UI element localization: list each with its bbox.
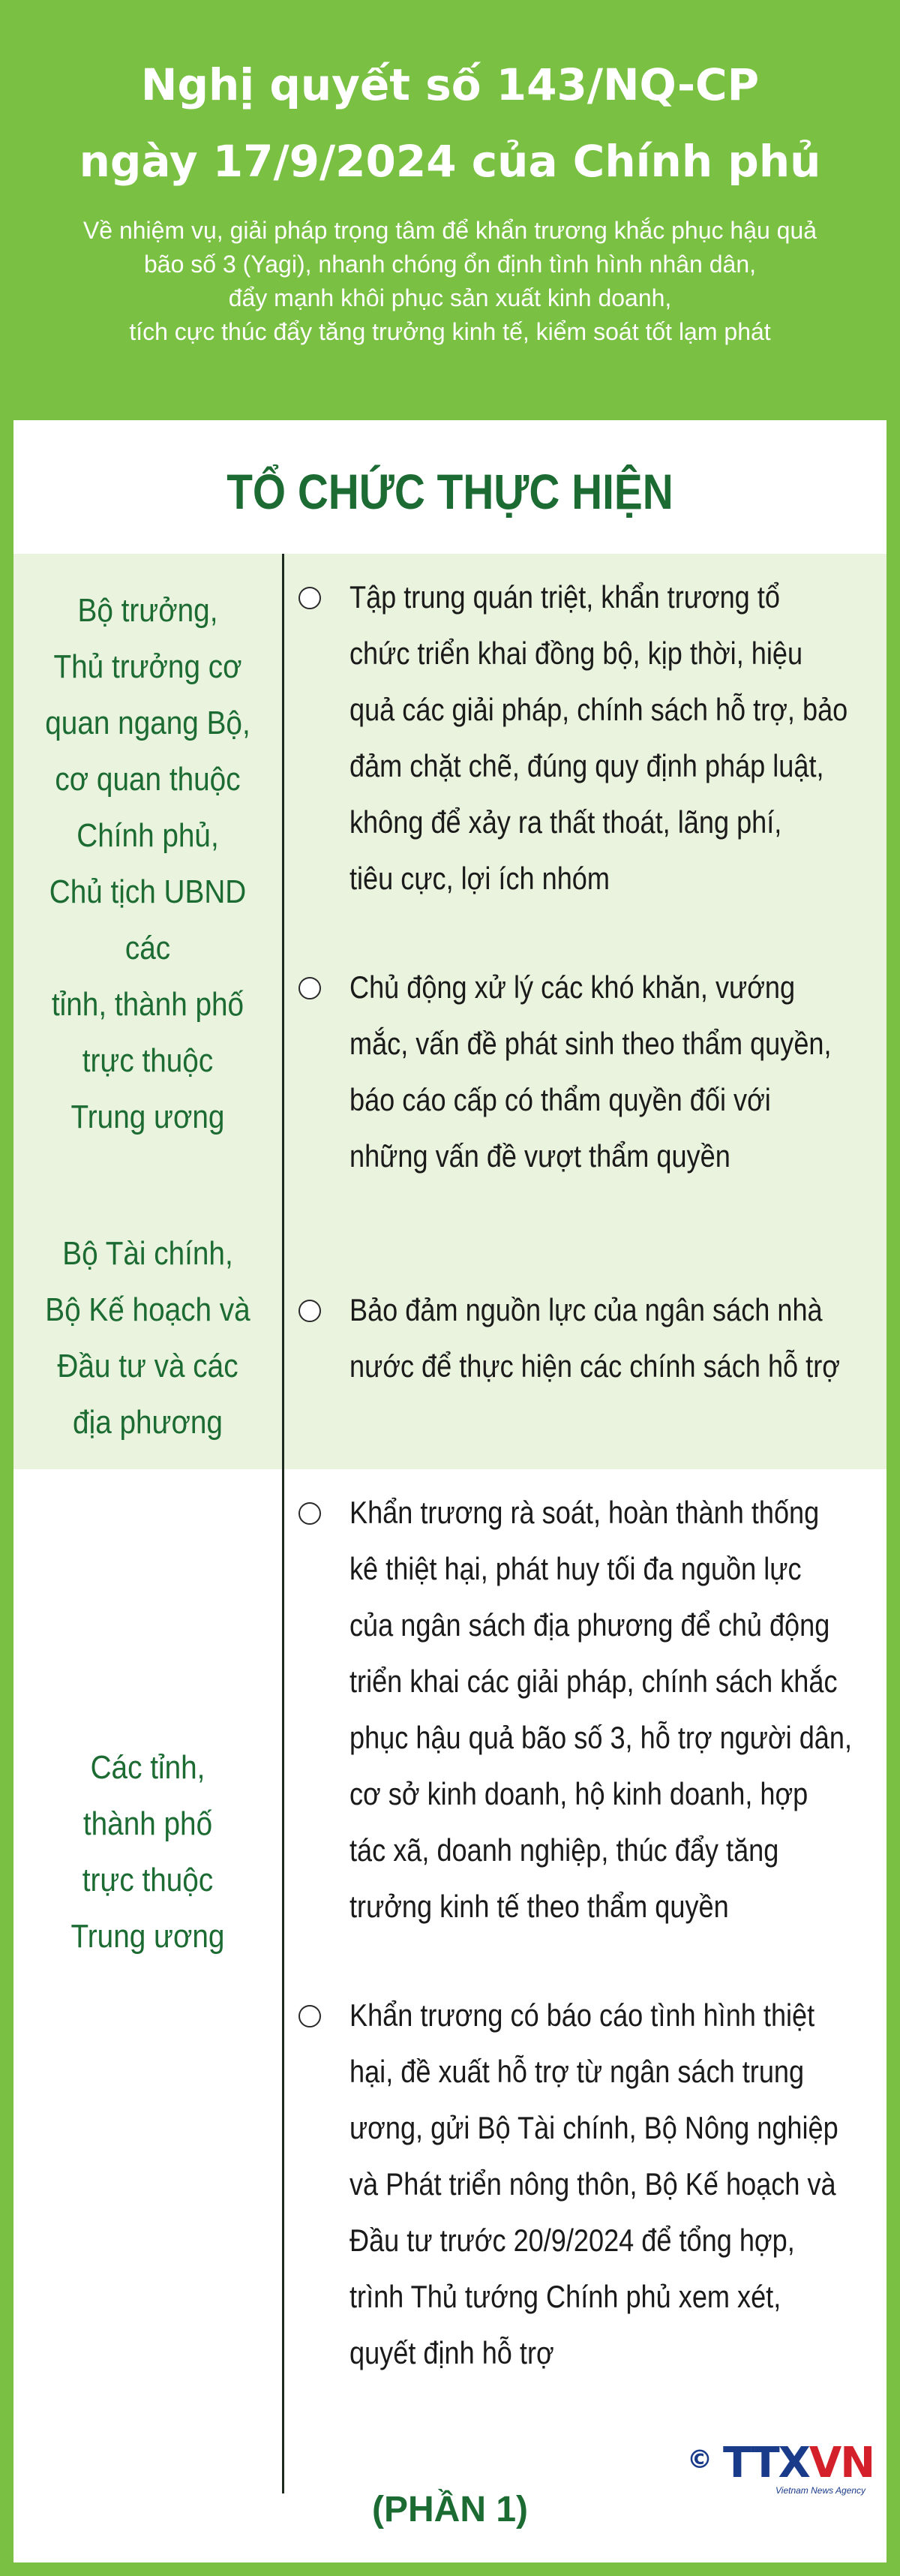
bullet-circle-icon	[298, 977, 321, 999]
content-card	[14, 420, 886, 2562]
bullet-text: Khẩn trương có báo cáo tình hình thiệt hại, đề xuất hỗ trợ từ ngân sách trung ương, gửi Bộ Tài chính, Bộ Nông nghiệp và Phát triển nông thôn, Bộ Kế hoạch và Đầu tư trước 20/9/2024 để tổng hợp, trình Thủ tướng Chính phủ xem xét, quyết định hỗ trợ	[350, 1997, 838, 2370]
title-line-1: Nghị quyết số 143/NQ-CP	[140, 59, 760, 110]
subtitle-line-2: bão số 3 (Yagi), nhanh chóng ổn định tình hình nhân dân,	[143, 251, 757, 278]
section-title: TỔ CHỨC THỰC HIỆN	[226, 464, 674, 519]
subtitle-line-1: Về nhiệm vụ, giải pháp trọng tâm để khẩn trương khắc phục hậu quả	[82, 217, 818, 244]
subtitle-line-4: tích cực thúc đẩy tăng trưởng kinh tế, kiểm soát tốt lạm phát	[129, 318, 771, 345]
header	[0, 0, 900, 420]
bullet-text: Khẩn trương rà soát, hoàn thành thống kê thiệt hại, phát huy tối đa nguồn lực của ngân sách địa phương để chủ động triển khai các giải pháp, chính sách khắc phục hậu quả bão số 3, hỗ trợ người dân, cơ sở kinh doanh, hộ kinh doanh, hợp tác xã, doanh nghiệp, thúc đẩy tăng trưởng kinh tế theo thẩm quyền	[350, 1495, 853, 1924]
logo-brand: TTXVN	[723, 2439, 874, 2487]
responsibility-row-provinces	[14, 1469, 886, 2493]
bullet-circle-icon	[298, 2005, 321, 2027]
row-label-provinces: Các tỉnh, thành phố trực thuộc Trung ương	[70, 1749, 225, 1955]
responsibility-row-ministers	[14, 554, 886, 1207]
row-label-ministers: Bộ trưởng, Thủ trưởng cơ quan ngang Bộ, cơ quan thuộc Chính phủ, Chủ tịch UBND các tỉnh, thành phố trực thuộc Trung ương	[45, 592, 250, 1135]
bullet-circle-icon	[298, 587, 321, 609]
column-divider	[282, 554, 284, 2493]
title-line-2: ngày 17/9/2024 của Chính phủ	[79, 136, 821, 187]
bullet-text: Tập trung quán triệt, khẩn trương tổ chức triển khai đồng bộ, kịp thời, hiệu quả các giải pháp, chính sách hỗ trợ, bảo đảm chặt chẽ, đúng quy định pháp luật, không để xảy ra thất thoát, lãng phí, tiêu cực, lợi ích nhóm	[350, 579, 848, 896]
bullet-text: Bảo đảm nguồn lực của ngân sách nhà nước để thực hiện các chính sách hỗ trợ	[350, 1292, 840, 1384]
logo-agency: Vietnam News Agency	[776, 2485, 866, 2496]
responsibility-row-finance	[14, 1207, 886, 1469]
copyright-icon: ©	[687, 2445, 712, 2475]
row-label-finance: Bộ Tài chính, Bộ Kế hoạch và Đầu tư và các địa phương	[45, 1235, 250, 1441]
bullet-text: Chủ động xử lý các khó khăn, vướng mắc, vấn đề phát sinh theo thẩm quyền, báo cáo cấp có thẩm quyền đối với những vấn đề vượt thẩm quyền	[350, 969, 832, 1174]
bullet-circle-icon	[298, 1502, 321, 1525]
source-credit: infographics.vn	[22, 2540, 144, 2560]
subtitle-line-3: đẩy mạnh khôi phục sản xuất kinh doanh,	[228, 284, 672, 311]
part-label: (PHẦN 1)	[371, 2490, 528, 2529]
bullet-circle-icon	[298, 1300, 321, 1322]
